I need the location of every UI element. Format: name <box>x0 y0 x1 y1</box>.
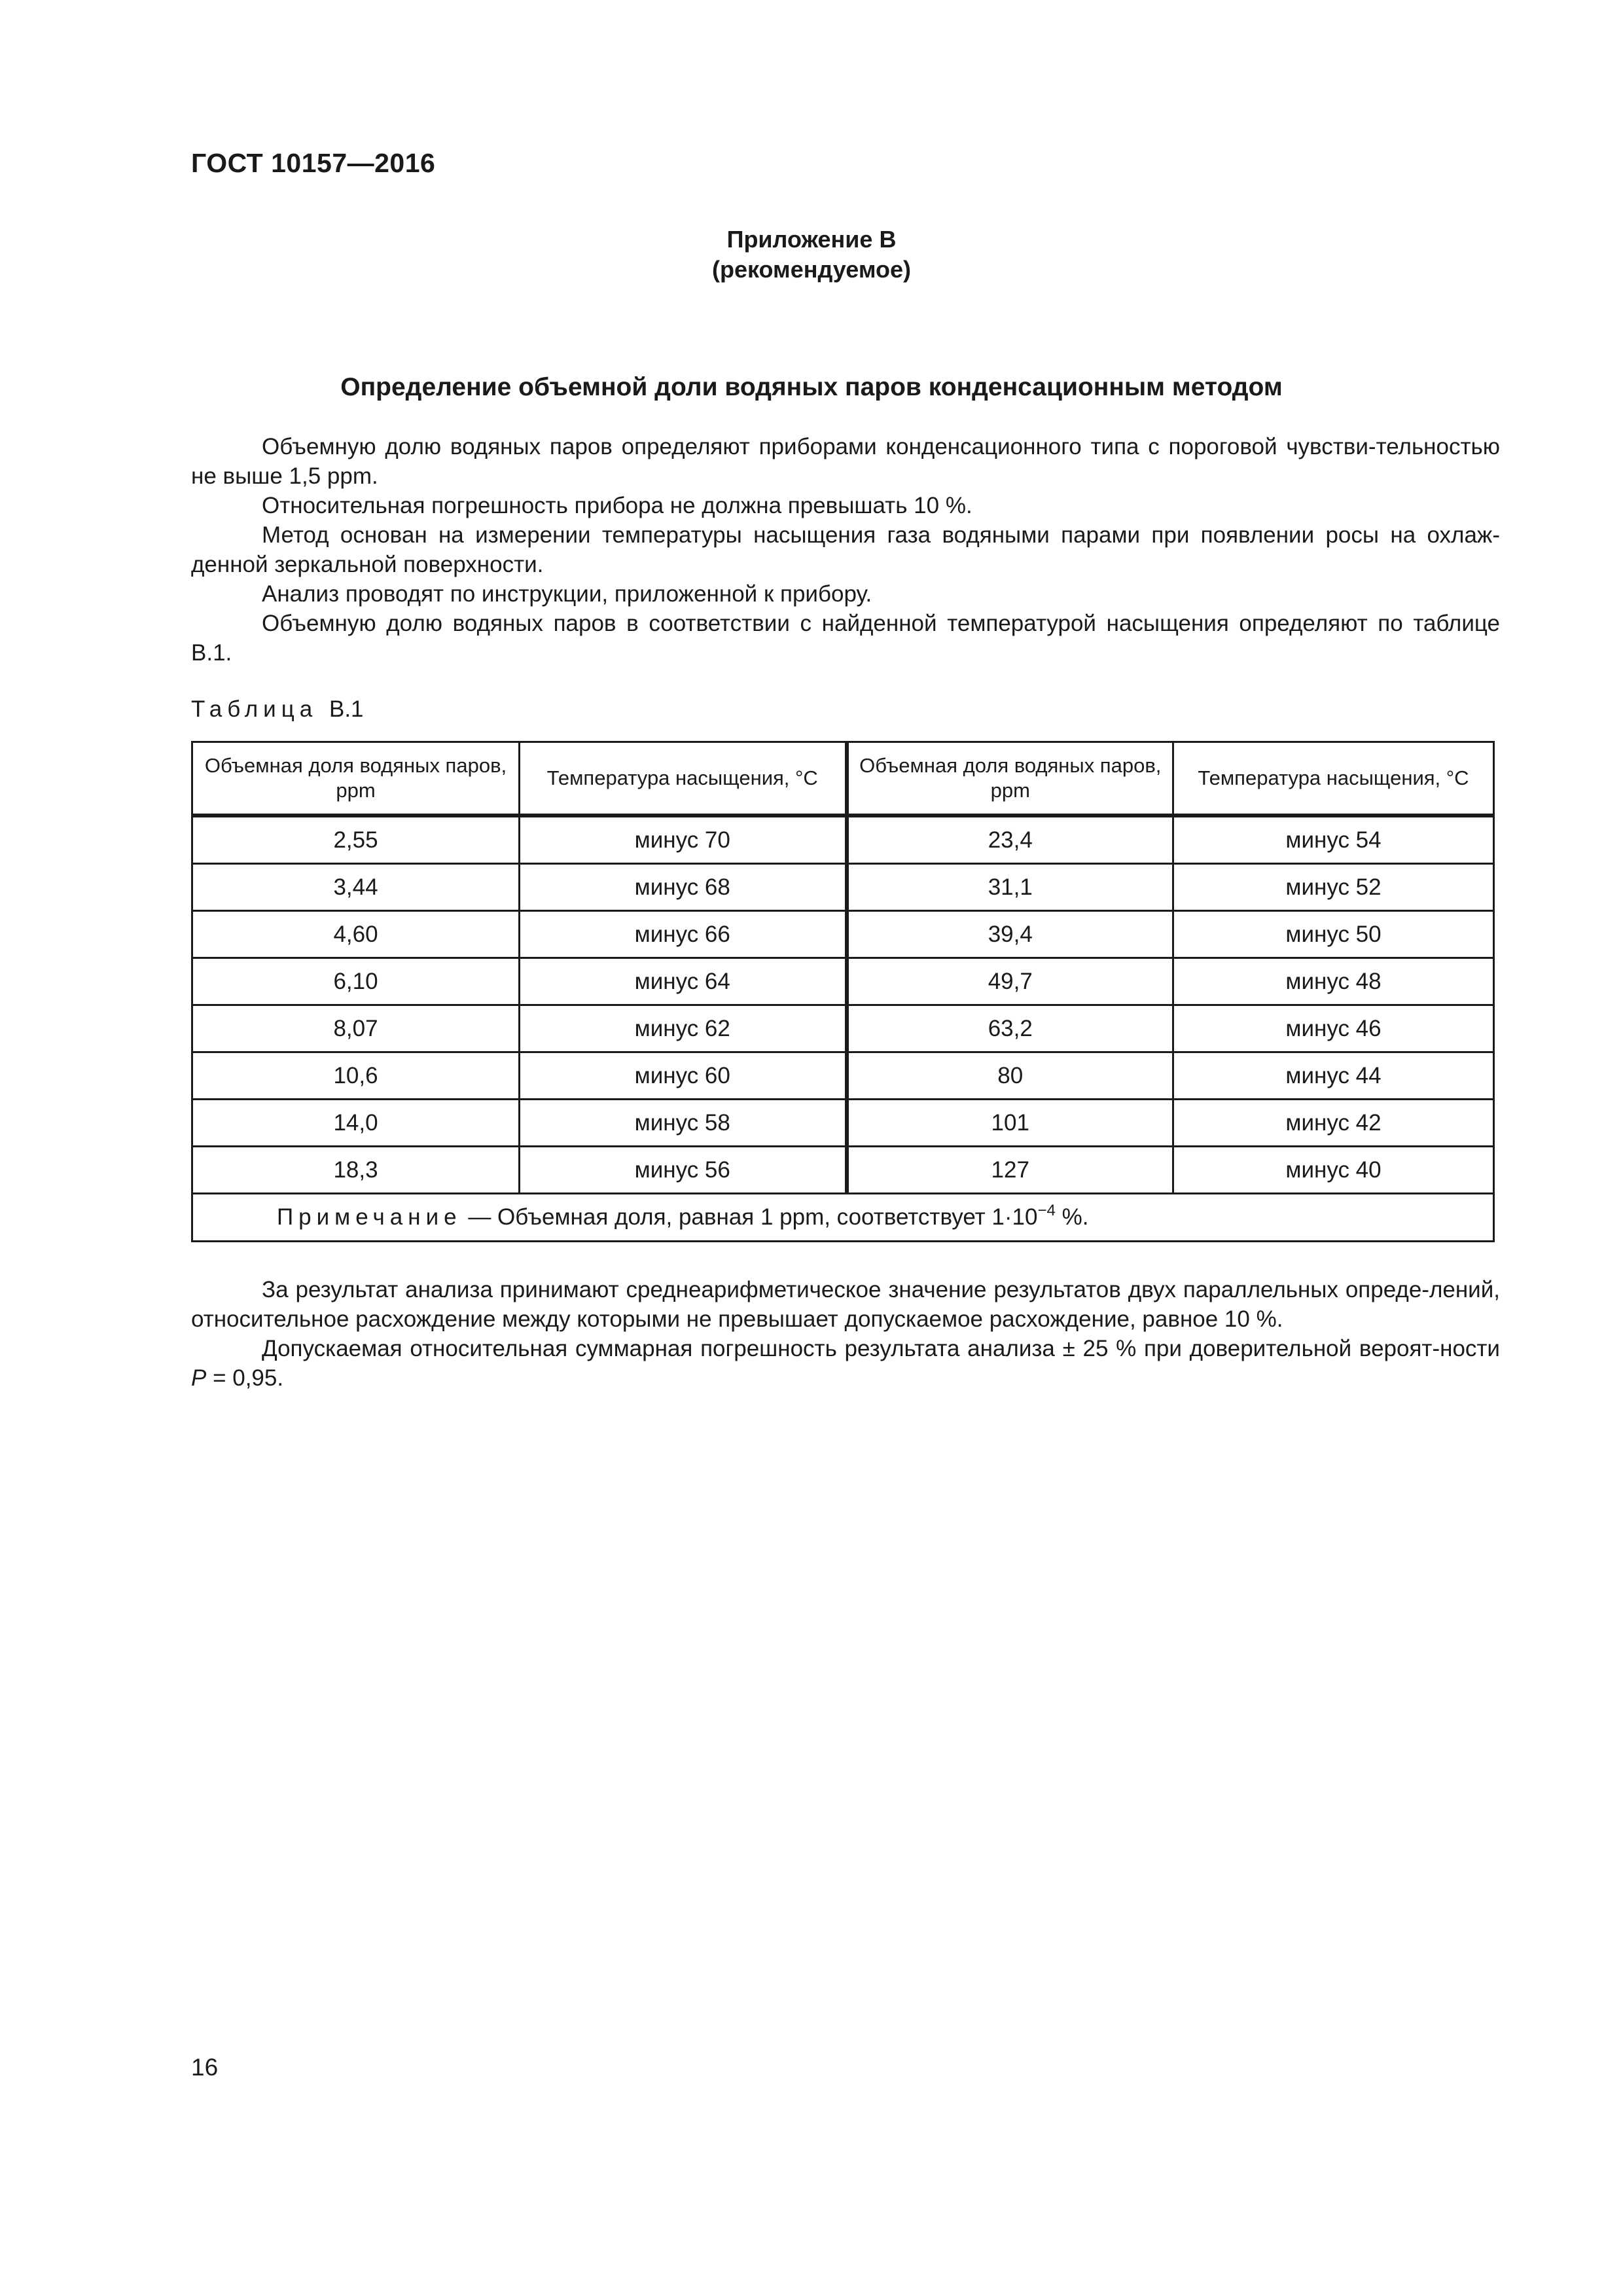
table-row <box>192 958 1494 1005</box>
table-note <box>192 1194 1494 1242</box>
table-cell: минус 66 <box>520 911 847 958</box>
page-number: 16 <box>191 2054 219 2081</box>
header-volume-fraction: Объемная доля водяных паров, ppm <box>192 742 520 816</box>
note-label: Примечание <box>277 1204 462 1230</box>
table-caption-word: Таблица <box>191 696 318 722</box>
table-row <box>192 911 1494 958</box>
table-cell: минус 70 <box>520 816 847 864</box>
table-cell: 14,0 <box>192 1100 520 1147</box>
appendix-title: Приложение В <box>726 226 897 253</box>
table-cell: 63,2 <box>847 1005 1173 1052</box>
table-cell: 2,55 <box>192 816 520 864</box>
table-row <box>192 1100 1494 1147</box>
table-cell: 101 <box>847 1100 1173 1147</box>
table-row <box>192 1005 1494 1052</box>
appendix-heading <box>0 224 1623 285</box>
table-cell: минус 58 <box>520 1100 847 1147</box>
conclusion-text <box>191 1275 1500 1393</box>
saturation-table <box>191 741 1495 1242</box>
table-cell: 127 <box>847 1147 1173 1194</box>
table-row <box>192 816 1494 864</box>
header-saturation-temperature: Температура насыщения, °С <box>520 742 847 816</box>
table-caption-number: В.1 <box>329 696 364 722</box>
table-note-row <box>192 1194 1494 1242</box>
table-cell: 3,44 <box>192 864 520 911</box>
table-cell: 8,07 <box>192 1005 520 1052</box>
table-cell: 31,1 <box>847 864 1173 911</box>
note-text: — Объемная доля, равная 1 ppm, соответствует 1·10 <box>461 1204 1038 1230</box>
table-cell: минус 60 <box>520 1052 847 1100</box>
table-cell: минус 64 <box>520 958 847 1005</box>
note-suffix: %. <box>1055 1204 1089 1230</box>
appendix-status: (рекомендуемое) <box>712 256 911 283</box>
paragraph: Метод основан на измерении температуры насыщения газа водяными парами при появлении росы на охлаж-денной зеркальной поверхности. <box>191 522 1500 577</box>
table-cell: минус 46 <box>1173 1005 1494 1052</box>
table-cell: минус 44 <box>1173 1052 1494 1100</box>
table-cell: минус 48 <box>1173 958 1494 1005</box>
table-cell: минус 40 <box>1173 1147 1494 1194</box>
table-cell: минус 54 <box>1173 816 1494 864</box>
table-cell: 23,4 <box>847 816 1173 864</box>
note-exponent: −4 <box>1037 1202 1056 1219</box>
table-cell: минус 52 <box>1173 864 1494 911</box>
section-title: Определение объемной доли водяных паров конденсационным методом <box>340 373 1283 401</box>
probability-variable: Р <box>191 1365 207 1391</box>
table-cell: 18,3 <box>192 1147 520 1194</box>
header-volume-fraction: Объемная доля водяных паров, ppm <box>847 742 1173 816</box>
table-cell: 39,4 <box>847 911 1173 958</box>
table-caption <box>191 696 364 723</box>
paragraph: Объемную долю водяных паров в соответствии с найденной температурой насыщения определяют по таблице В.1. <box>191 611 1500 666</box>
intro-text <box>191 432 1500 668</box>
table-cell: минус 56 <box>520 1147 847 1194</box>
header-saturation-temperature: Температура насыщения, °С <box>1173 742 1494 816</box>
paragraph: Анализ проводят по инструкции, приложенной к прибору. <box>262 581 872 607</box>
paragraph-end: = 0,95. <box>206 1365 284 1391</box>
paragraph <box>191 1334 1500 1393</box>
table-cell: 49,7 <box>847 958 1173 1005</box>
standard-designation: ГОСТ 10157—2016 <box>191 148 436 178</box>
table-cell: 6,10 <box>192 958 520 1005</box>
table-row <box>192 864 1494 911</box>
table-cell: 4,60 <box>192 911 520 958</box>
table-cell: 80 <box>847 1052 1173 1100</box>
table-cell: минус 62 <box>520 1005 847 1052</box>
paragraph: Объемную долю водяных паров определяют приборами конденсационного типа с пороговой чувстви-тельностью не выше 1,5 ppm. <box>191 434 1500 489</box>
paragraph: За результат анализа принимают среднеарифметическое значение результатов двух параллельных опреде-лений, относительное расхождение между которыми не превышает допускаемое расхождение, равное 10 %. <box>191 1277 1500 1332</box>
table-cell: 10,6 <box>192 1052 520 1100</box>
paragraph: Относительная погрешность прибора не должна превышать 10 %. <box>262 493 972 518</box>
table-header-row <box>192 742 1494 816</box>
table-cell: минус 50 <box>1173 911 1494 958</box>
table-cell: минус 68 <box>520 864 847 911</box>
table-row <box>192 1147 1494 1194</box>
paragraph-text: Допускаемая относительная суммарная погрешность результата анализа ± 25 % при доверительной вероят-ности <box>262 1336 1500 1361</box>
table-cell: минус 42 <box>1173 1100 1494 1147</box>
table-row <box>192 1052 1494 1100</box>
